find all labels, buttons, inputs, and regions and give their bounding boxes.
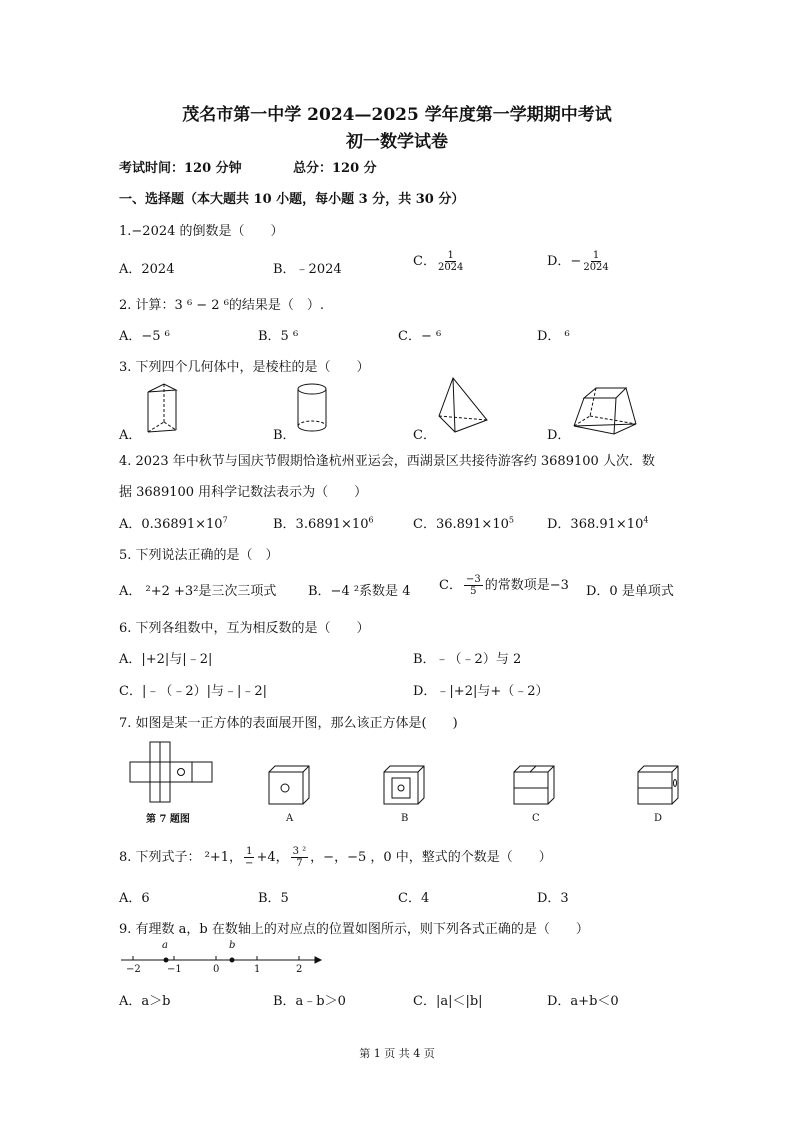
q6-option-a: A．|+2|与|﹣2|	[119, 652, 213, 667]
q2-option-d: D． ⁶	[537, 329, 570, 344]
q4-option-a: A．$0.36891\times 10^7$	[119, 515, 228, 532]
q8-option-b: B．5	[258, 891, 289, 906]
cylinder-figure	[296, 382, 332, 438]
q4-option-c: C．$36.891\times 10^5$	[413, 515, 514, 532]
pyramid-figure	[435, 376, 491, 438]
q8-option-c: C．4	[398, 891, 430, 906]
q7-cube-d	[638, 766, 684, 806]
q3-option-c: C．	[413, 428, 436, 443]
q5-option-c: C． $\frac{-3}{5}$ 的常数项是−3	[439, 574, 569, 597]
q5-stem: 5. 下列说法正确的是（ ）	[119, 548, 279, 563]
q3-option-d: D．	[547, 428, 571, 443]
q9-option-c: C．|a|＜|b|	[413, 994, 483, 1009]
number-line-point-b: b	[229, 940, 236, 951]
q8-option-d: D．3	[537, 891, 569, 906]
number-line-tick-label: −1	[167, 964, 182, 975]
q7-net-caption: 第 7 题图	[146, 814, 190, 825]
q1-option-a: A．2024	[119, 262, 175, 277]
q7-stem: 7. 如图是某一正方体的表面展开图，那么该正方体是( )	[119, 716, 458, 731]
q5-option-b: B．−4 ²系数是 4	[308, 584, 411, 599]
q5-option-d: D．0 是单项式	[586, 584, 674, 599]
q4-option-b: B．$3.6891\times 10^6$	[273, 515, 374, 532]
q4-stem-line2: 据 3689100 用科学记数法表示为（ ）	[119, 485, 368, 500]
cube-net-figure	[130, 742, 214, 804]
q1-option-c: C． $\frac{1}{2024}$	[413, 250, 464, 273]
q9-option-a: A．a＞b	[119, 994, 171, 1009]
number-line-tick-label: 0	[213, 964, 220, 975]
q9-stem: 9. 有理数 a，b 在数轴上的对应点的位置如图所示，则下列各式正确的是（ ）	[119, 922, 589, 937]
q6-option-b: B．﹣（﹣2）与 2	[413, 652, 522, 667]
triangular-prism-figure	[142, 382, 182, 438]
number-line-tick-label: 1	[254, 964, 261, 975]
page-footer: 第 1 页 共 4 页	[359, 1047, 435, 1060]
q8-stem: 8. 下列式子： ²+1， $\frac{1}{-}$ +4， $\frac{\text{3 ²}}{7}$ ，−，−5 ，0 中，整式的个数是（ ）	[119, 846, 552, 869]
exam-title: 茂名市第一中学 2024—2025 学年度第一学期期中考试	[182, 105, 612, 125]
number-line-point-a: a	[162, 940, 168, 951]
q7-cube-b	[384, 766, 430, 806]
total-score: 总分：120 分	[293, 161, 377, 176]
q7-cube-a	[269, 766, 315, 806]
frustum-figure	[570, 384, 640, 436]
q1-option-d: D．− $\frac{1}{2024}$	[547, 250, 609, 273]
q4-option-d: D．$368.91\times 10^4$	[547, 515, 649, 532]
q7-label-a: A	[286, 813, 294, 824]
q6-option-c: C．|﹣（﹣2）|与﹣|﹣2|	[119, 684, 268, 699]
section-heading: 一、选择题（本大题共 10 小题，每小题 3 分，共 30 分）	[119, 192, 465, 207]
q9-option-b: B．a﹣b＞0	[273, 994, 346, 1009]
q6-stem: 6. 下列各组数中，互为相反数的是（ ）	[119, 621, 370, 636]
exam-time: 考试时间：120 分钟	[119, 161, 242, 176]
q3-stem: 3. 下列四个几何体中，是棱柱的是（ ）	[119, 360, 370, 375]
q2-option-a: A．−5 ⁶	[119, 329, 170, 344]
q1-stem: 1.−2024 的倒数是（ ）	[119, 224, 284, 239]
q2-stem: 2. 计算：3 ⁶ − 2 ⁶的结果是（ ）.	[119, 298, 325, 313]
number-line-figure	[119, 940, 323, 982]
q8-option-a: A．6	[119, 891, 150, 906]
q3-option-a: A．	[119, 428, 142, 443]
q9-option-d: D．a+b＜0	[547, 994, 619, 1009]
number-line-tick-label: 2	[296, 964, 303, 975]
q7-label-b: B	[401, 813, 409, 824]
q1-option-b: B．﹣2024	[273, 262, 342, 277]
q7-cube-c	[514, 766, 560, 806]
q5-option-a: A． ²+2 +3²是三次三项式	[119, 584, 277, 599]
q2-option-b: B．5 ⁶	[258, 329, 299, 344]
q3-option-b: B．	[273, 428, 296, 443]
number-line-tick-label: −2	[126, 964, 141, 975]
q4-stem-line1: 4. 2023 年中秋节与国庆节假期恰逢杭州亚运会，西湖景区共接待游客约 3689100 人次．数	[119, 454, 655, 469]
exam-subtitle: 初一数学试卷	[346, 132, 448, 152]
q6-option-d: D．﹣|+2|与+（﹣2）	[413, 684, 549, 699]
q7-label-c: C	[532, 813, 540, 824]
q2-option-c: C．− ⁶	[398, 329, 442, 344]
q7-label-d: D	[654, 813, 663, 824]
